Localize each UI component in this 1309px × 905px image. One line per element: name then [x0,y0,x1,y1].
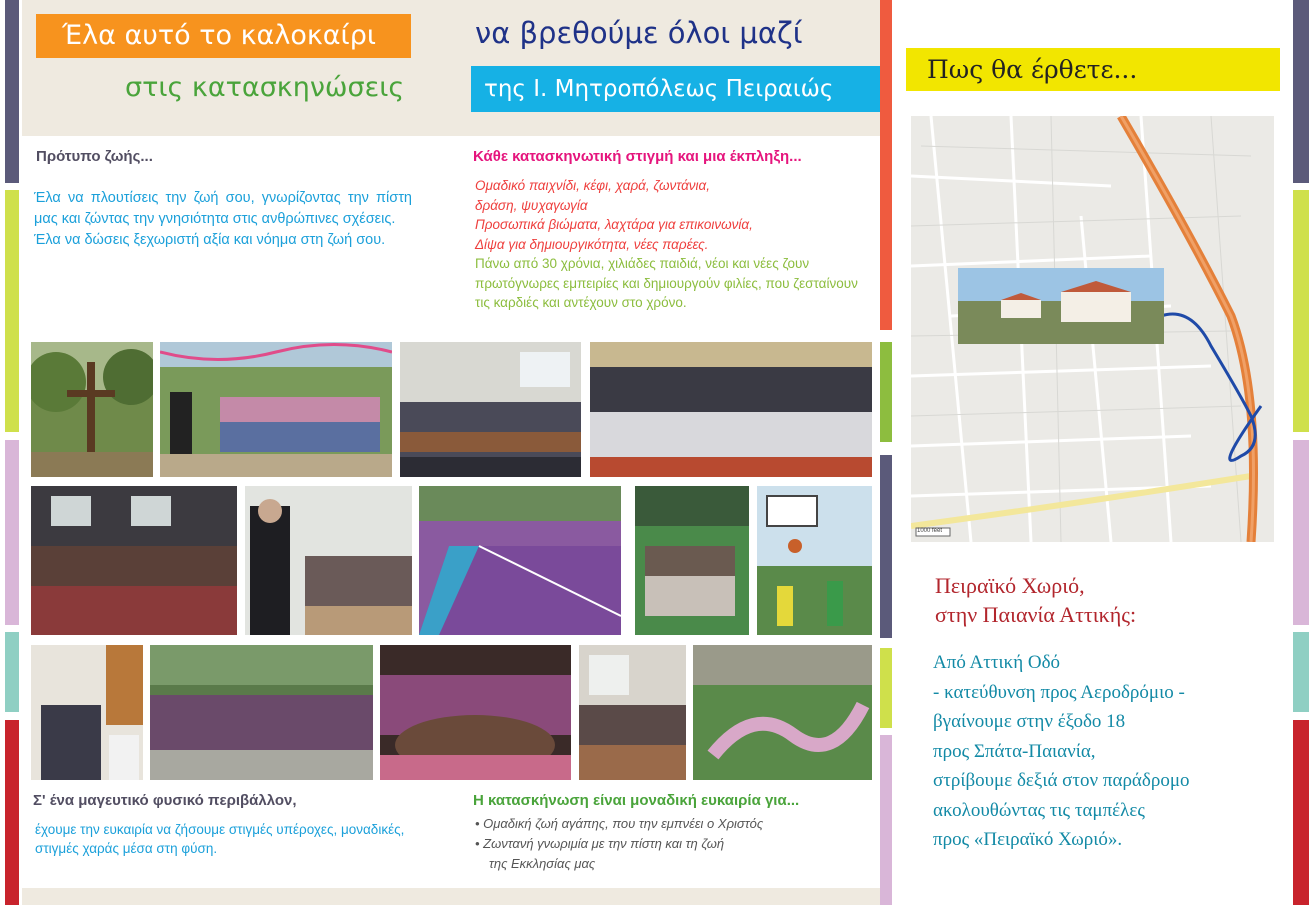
left-paragraph-1: Έλα να πλουτίσεις την ζωή σου, γνωρίζοντας την πίστη μας και ζώντας την γνησιότητα στις ανθρώπινες σχέσεις. [34,190,412,227]
center-strip-pink [880,735,892,905]
directions-line-1: Από Αττική Οδό [933,652,1061,673]
directions-line-2: - κατεύθυνση προς Αεροδρόμιο - [933,681,1185,703]
right-section-body [475,176,865,313]
photo-group-gym [590,342,872,477]
place-line-2: στην Παιανία Αττικής: [935,602,1137,627]
directions-title: Πως θα έρθετε... [906,48,1280,91]
directions-line-4: προς Σπάτα-Παιανία, [933,740,1096,762]
green-title: στις κατασκηνώσεις [125,72,405,103]
photo-classroom [579,645,686,780]
photo-group-outdoor [150,645,373,780]
right-strip-lime [1293,190,1309,432]
left-strip-red [5,720,19,905]
bottom-left-body: έχουμε την ευκαιρία να ζήσουμε στιγμές υπέροχες, μοναδικές, στιγμές χαράς μέσα στη φύση. [35,822,405,856]
red-line-3: Προσωπικά βιώματα, λαχτάρα για επικοινωνία, [475,217,753,232]
green-paragraph: Πάνω από 30 χρόνια, χιλιάδες παιδιά, νέοι και νέες ζουν πρωτόγνωρες εμπειρίες και δημιουργούν φιλίες, που ζεσταίνουν τις καρδιές και αντέχουν στο χρόνο. [475,256,858,310]
directions-line-7: προς «Πειραϊκό Χωριό». [933,829,1123,850]
photo-basketball [757,486,872,635]
right-strip-red [1293,720,1309,905]
directions-line-5: στρίβουμε δεξιά στον παράδρομο [933,770,1190,791]
map-scale-label: 1000 feet [917,528,943,534]
red-line-2: δράση, ψυχαγωγία [475,197,588,213]
center-strip-orange [880,0,892,330]
center-strip-green [880,342,892,442]
bullet-item-2-continuation: της Εκκλησίας μας [489,856,596,871]
left-section-body [34,188,412,251]
red-line-1: Ομαδικό παιχνίδι, κέφι, χαρά, ζωντάνια, [475,178,710,193]
bottom-right-heading: Η κατασκήνωση είναι μοναδική ευκαιρία για... [473,792,800,809]
center-strip-navy [880,455,892,638]
left-strip-pink [5,440,19,625]
orange-title-box: Έλα αυτό το καλοκαίρι [36,14,411,58]
bottom-left-heading: Σ' ένα μαγευτικό φυσικό περιβάλλον, [33,792,297,809]
photo-wooden-cross [31,342,153,477]
photo-volleyball-court [419,486,621,635]
directions-line-3: βγαίνουμε στην έξοδο 18 [933,711,1126,732]
photo-human-formation [693,645,872,780]
bottom-right-list [475,814,875,874]
place-line-1: Πειραϊκό Χωριό, [935,573,1085,598]
left-strip-lime [5,190,19,432]
photo-priest-speaking [245,486,412,635]
left-paragraph-2: Έλα να δώσεις ξεχωριστή αξία και νόημα στη ζωή σου. [34,232,386,248]
photo-indoor-crowd [31,486,237,635]
left-strip-navy [5,0,19,183]
bullet-item-1: • Ομαδική ζωή αγάπης, που την εμπνέει ο Χριστός [475,816,764,831]
photo-kids-on-grass [635,486,749,635]
footer-band [22,888,880,905]
navy-title: να βρεθούμε όλοι μαζί [475,16,803,50]
right-strip-pink [1293,440,1309,625]
directions-text [933,648,1190,855]
red-line-4: Δίψα για δημιουργικότητα, νέες παρέες. [475,236,709,252]
directions-line-6: ακολουθώντας τις ταμπέλες [933,799,1145,821]
right-strip-navy [1293,0,1309,183]
photo-dining-hall [400,342,581,477]
photo-night-game [380,645,571,780]
cyan-title-box: της Ι. Μητροπόλεως Πειραιώς [471,66,880,112]
left-strip-teal [5,632,19,712]
location-map [911,116,1274,542]
bullet-item-2: • Ζωντανή γνωριμία με την πίστη και τη ζωή [475,836,725,851]
photo-outdoor-gathering [160,342,392,477]
left-section-heading: Πρότυπο ζωής... [36,148,153,165]
right-strip-teal [1293,632,1309,712]
right-section-heading: Κάθε κατασκηνωτική στιγμή και μια έκπληξη... [473,148,802,165]
place-title [935,571,1136,629]
center-strip-lime [880,648,892,728]
photo-chapel-kids [31,645,143,780]
